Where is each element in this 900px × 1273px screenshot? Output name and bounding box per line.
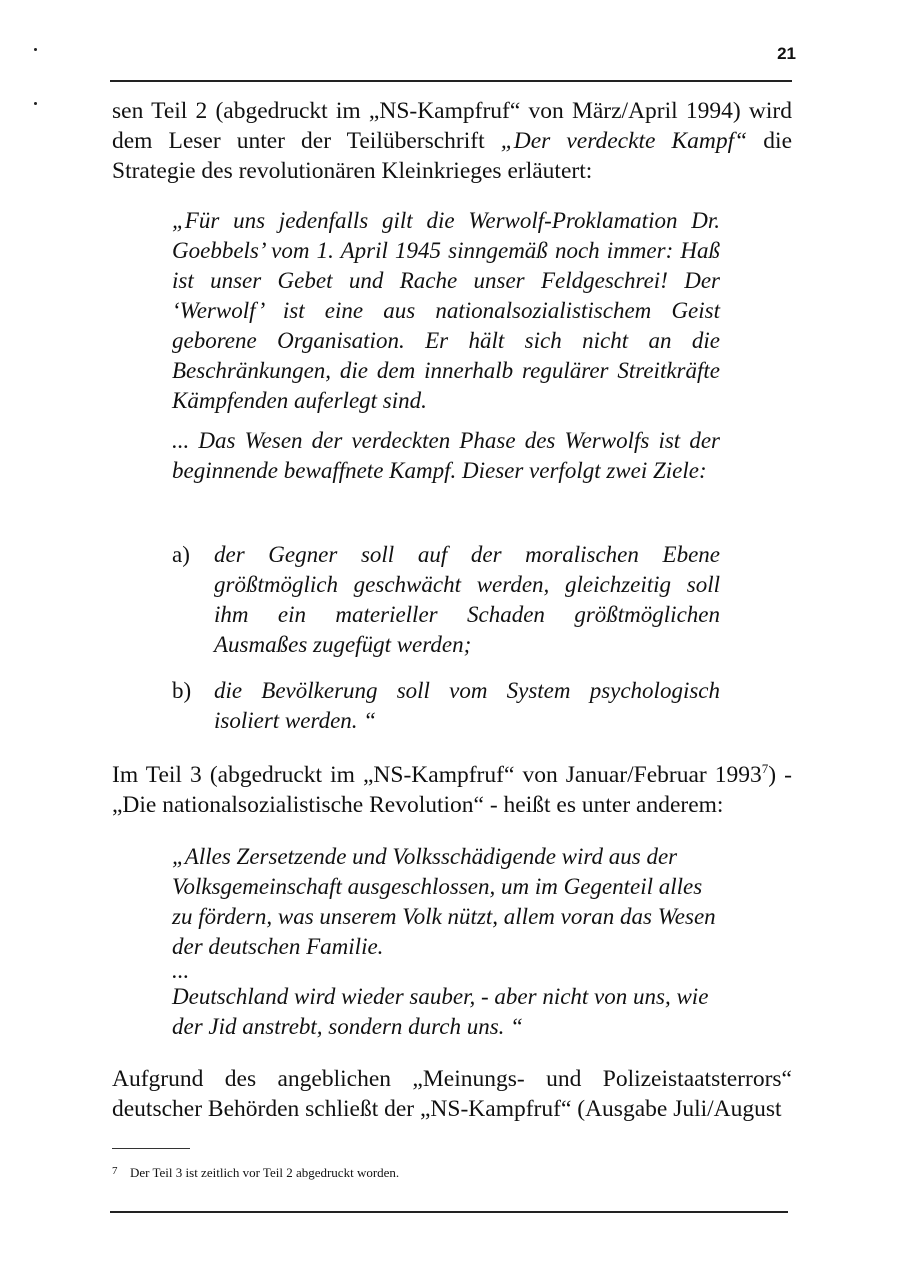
paragraph-2-text: Im Teil 3 (abgedruckt im „NS-Kampfruf“ von Januar/Februar 1993	[112, 762, 762, 788]
quote-ellipsis: ...	[172, 958, 190, 983]
list-item-a	[172, 540, 720, 660]
page-number: 21	[777, 44, 796, 63]
paragraph-2	[112, 760, 792, 820]
list-marker-b: b)	[172, 678, 192, 703]
quote-deutschland: Deutschland wird wieder sauber, - aber nicht von uns, wie der Jid anstrebt, sondern durch uns. “	[172, 984, 709, 1039]
list-text-a: der Gegner soll auf der moralischen Ebene größtmöglich geschwächt werden, gleichzeitig soll ihm ein materieller Schaden größtmöglichen Ausmaßes zugefügt werden;	[214, 542, 720, 657]
header-rule	[110, 80, 792, 82]
quote-werwolf-proclamation: „Für uns jedenfalls gilt die Werwolf-Proklamation Dr. Goebbels’ vom 1. April 1945 sinngemäß noch immer: Haß ist unser Gebet und Rache unser Feldgeschrei! Der ‘Werwolf’ ist eine aus nationalsozialistischem Geist geborene Organisation. Er hält sich nicht an die Beschränkungen, die dem innerhalb regulärer Streitkräfte Kämpfenden auferlegt sind.	[172, 208, 720, 413]
paragraph-1	[112, 96, 792, 186]
footnote-number: 7	[112, 1165, 118, 1177]
list-marker-a: a)	[172, 542, 190, 567]
list-text-b: die Bevölkerung soll vom System psychologisch isoliert werden. “	[214, 678, 720, 733]
quote-covert-phase: ... Das Wesen der verdeckten Phase des Werwolfs ist der beginnende bewaffnete Kampf. Dieser verfolgt zwei Ziele:	[172, 428, 720, 483]
footnote-reference: 7	[761, 761, 769, 777]
paragraph-2-end: ) - „Die nationalsozialistische Revolution“ - heißt es unter anderem:	[112, 762, 792, 818]
footnote	[112, 1162, 792, 1182]
scan-speck	[34, 102, 37, 105]
paragraph-1-end: die Strategie des revolutionären Kleinkrieges erläutert:	[112, 128, 793, 184]
paragraph-1-text: sen Teil 2 (abgedruckt im „NS-Kampfruf“ von März/April 1994) wird dem Leser unter der Teilüberschrift	[112, 98, 792, 154]
quote-volksgemeinschaft: „Alles Zersetzende und Volksschädigende wird aus der Volksgemeinschaft ausgeschlossen, um im Gegenteil alles zu fördern, was unserem Volk nützt, allem voran das Wesen der deutschen Familie.	[172, 844, 716, 959]
scan-speck	[34, 48, 37, 51]
paragraph-1-subheading: „Der verdeckte Kampf“	[500, 128, 748, 154]
footnote-separator	[112, 1148, 190, 1149]
footnote-text: Der Teil 3 ist zeitlich vor Teil 2 abgedruckt worden.	[130, 1165, 400, 1180]
paragraph-3: Aufgrund des angeblichen „Meinungs- und Polizeistaatsterrors“ deutscher Behörden schließt der „NS-Kampfruf“ (Ausgabe Juli/August	[112, 1066, 792, 1122]
footer-rule	[110, 1211, 788, 1213]
list-item-b	[172, 676, 720, 736]
